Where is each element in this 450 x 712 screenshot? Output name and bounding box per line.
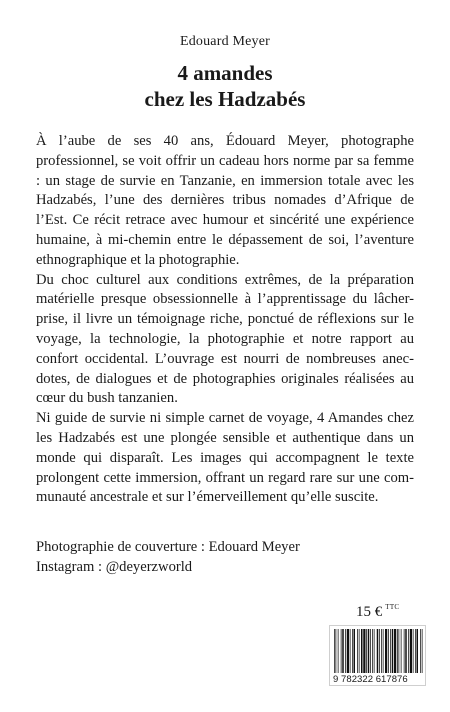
blurb-text	[36, 132, 414, 508]
price-label	[356, 603, 399, 621]
photo-credit: Photographie de couverture : Edouard Meyer	[36, 539, 300, 555]
barcode-bar	[390, 629, 391, 673]
author-name: Edouard Meyer	[179, 34, 271, 49]
barcode-bar	[368, 629, 370, 673]
book-title	[0, 60, 450, 112]
blurb-paragraph-1: À l’aube de ses 40 ans, Édouard Meyer, photographe professionnel, se voit offrir un cadeau hors norme par sa femme : un stage de survie en Tanzanie, en immersion totale avec les Hadzabés, l’une des dernières tribus nomades d’Afrique de l’Est. Ce récit retrace avec humour et sincérité une expérience humaine, à mi-chemin entre le dépassement de soi, l’aventure ethnographique et la photographie.	[36, 133, 414, 268]
barcode-bar	[361, 629, 363, 673]
barcode-bar	[420, 629, 421, 673]
barcode-bar	[357, 629, 358, 673]
barcode-bar	[374, 629, 375, 673]
barcode-bar	[342, 629, 344, 673]
barcode-bar	[370, 629, 371, 673]
credits	[36, 537, 414, 577]
barcode-bar	[422, 629, 423, 673]
barcode-bar	[392, 629, 394, 673]
barcode-bar	[385, 629, 387, 673]
title-line-2: chez les Hadzabés	[144, 87, 306, 111]
barcode-bar	[341, 629, 342, 673]
barcode-bar	[401, 629, 402, 673]
barcode-bar	[338, 629, 339, 673]
barcode-bar	[404, 629, 405, 673]
barcode-bar	[415, 629, 416, 673]
barcode-bar	[379, 629, 380, 673]
barcode-bar	[377, 629, 379, 673]
barcode-bar	[334, 629, 335, 673]
blurb-paragraph-2: Du choc culturel aux conditions extrêmes, de la préparation matérielle presque obsessionnelle à l’apprentissage du lâcher-prise, il livre un témoignage riche, ponctué de réflexions sur le voyage, la technologie, la photographie et notre rapport au confort occidental. L’ouvrage est nourri de nombreuses anecdotes, de dialogues et de photographies originales réalisées au cœur du bush tanzanien.	[36, 271, 414, 407]
barcode-bar	[413, 629, 414, 673]
isbn-digits: 9 782322 617876	[333, 674, 408, 685]
barcode	[329, 625, 426, 686]
instagram-handle: Instagram : @deyerzworld	[36, 559, 193, 575]
barcode-bar	[417, 629, 419, 673]
price-tax: TTC	[385, 603, 400, 611]
barcode-bar	[388, 629, 389, 673]
barcode-bar	[366, 629, 367, 673]
barcode-bar	[397, 629, 398, 673]
barcode-bar	[363, 629, 365, 673]
barcode-bar	[381, 629, 382, 673]
barcode-bar	[350, 629, 351, 673]
barcode-bar	[354, 629, 356, 673]
barcode-bar	[410, 629, 412, 673]
barcode-bar	[352, 629, 353, 673]
price-amount: 15 €	[356, 604, 383, 620]
barcode-bar	[394, 629, 396, 673]
blurb-paragraph-3: Ni guide de survie ni simple carnet de voyage, 4 Amandes chez les Hadzabés est une plongée sensible et authentique dans un monde qui disparaît. Les images qui accompagnent le texte prolongent cette immersion, offrant un regard rare sur une communauté ancestrale et sur l’émerveillement qu’elle suscite.	[36, 410, 414, 506]
barcode-bar	[408, 629, 409, 673]
barcode-bar	[383, 629, 384, 673]
barcode-bar	[345, 629, 346, 673]
barcode-bars	[334, 629, 423, 673]
title-line-1: 4 amandes	[177, 61, 273, 85]
barcode-bar	[359, 629, 360, 673]
barcode-bar	[336, 629, 337, 673]
barcode-bar	[405, 629, 407, 673]
barcode-bar	[372, 629, 373, 673]
barcode-bar	[347, 629, 349, 673]
barcode-bar	[399, 629, 400, 673]
